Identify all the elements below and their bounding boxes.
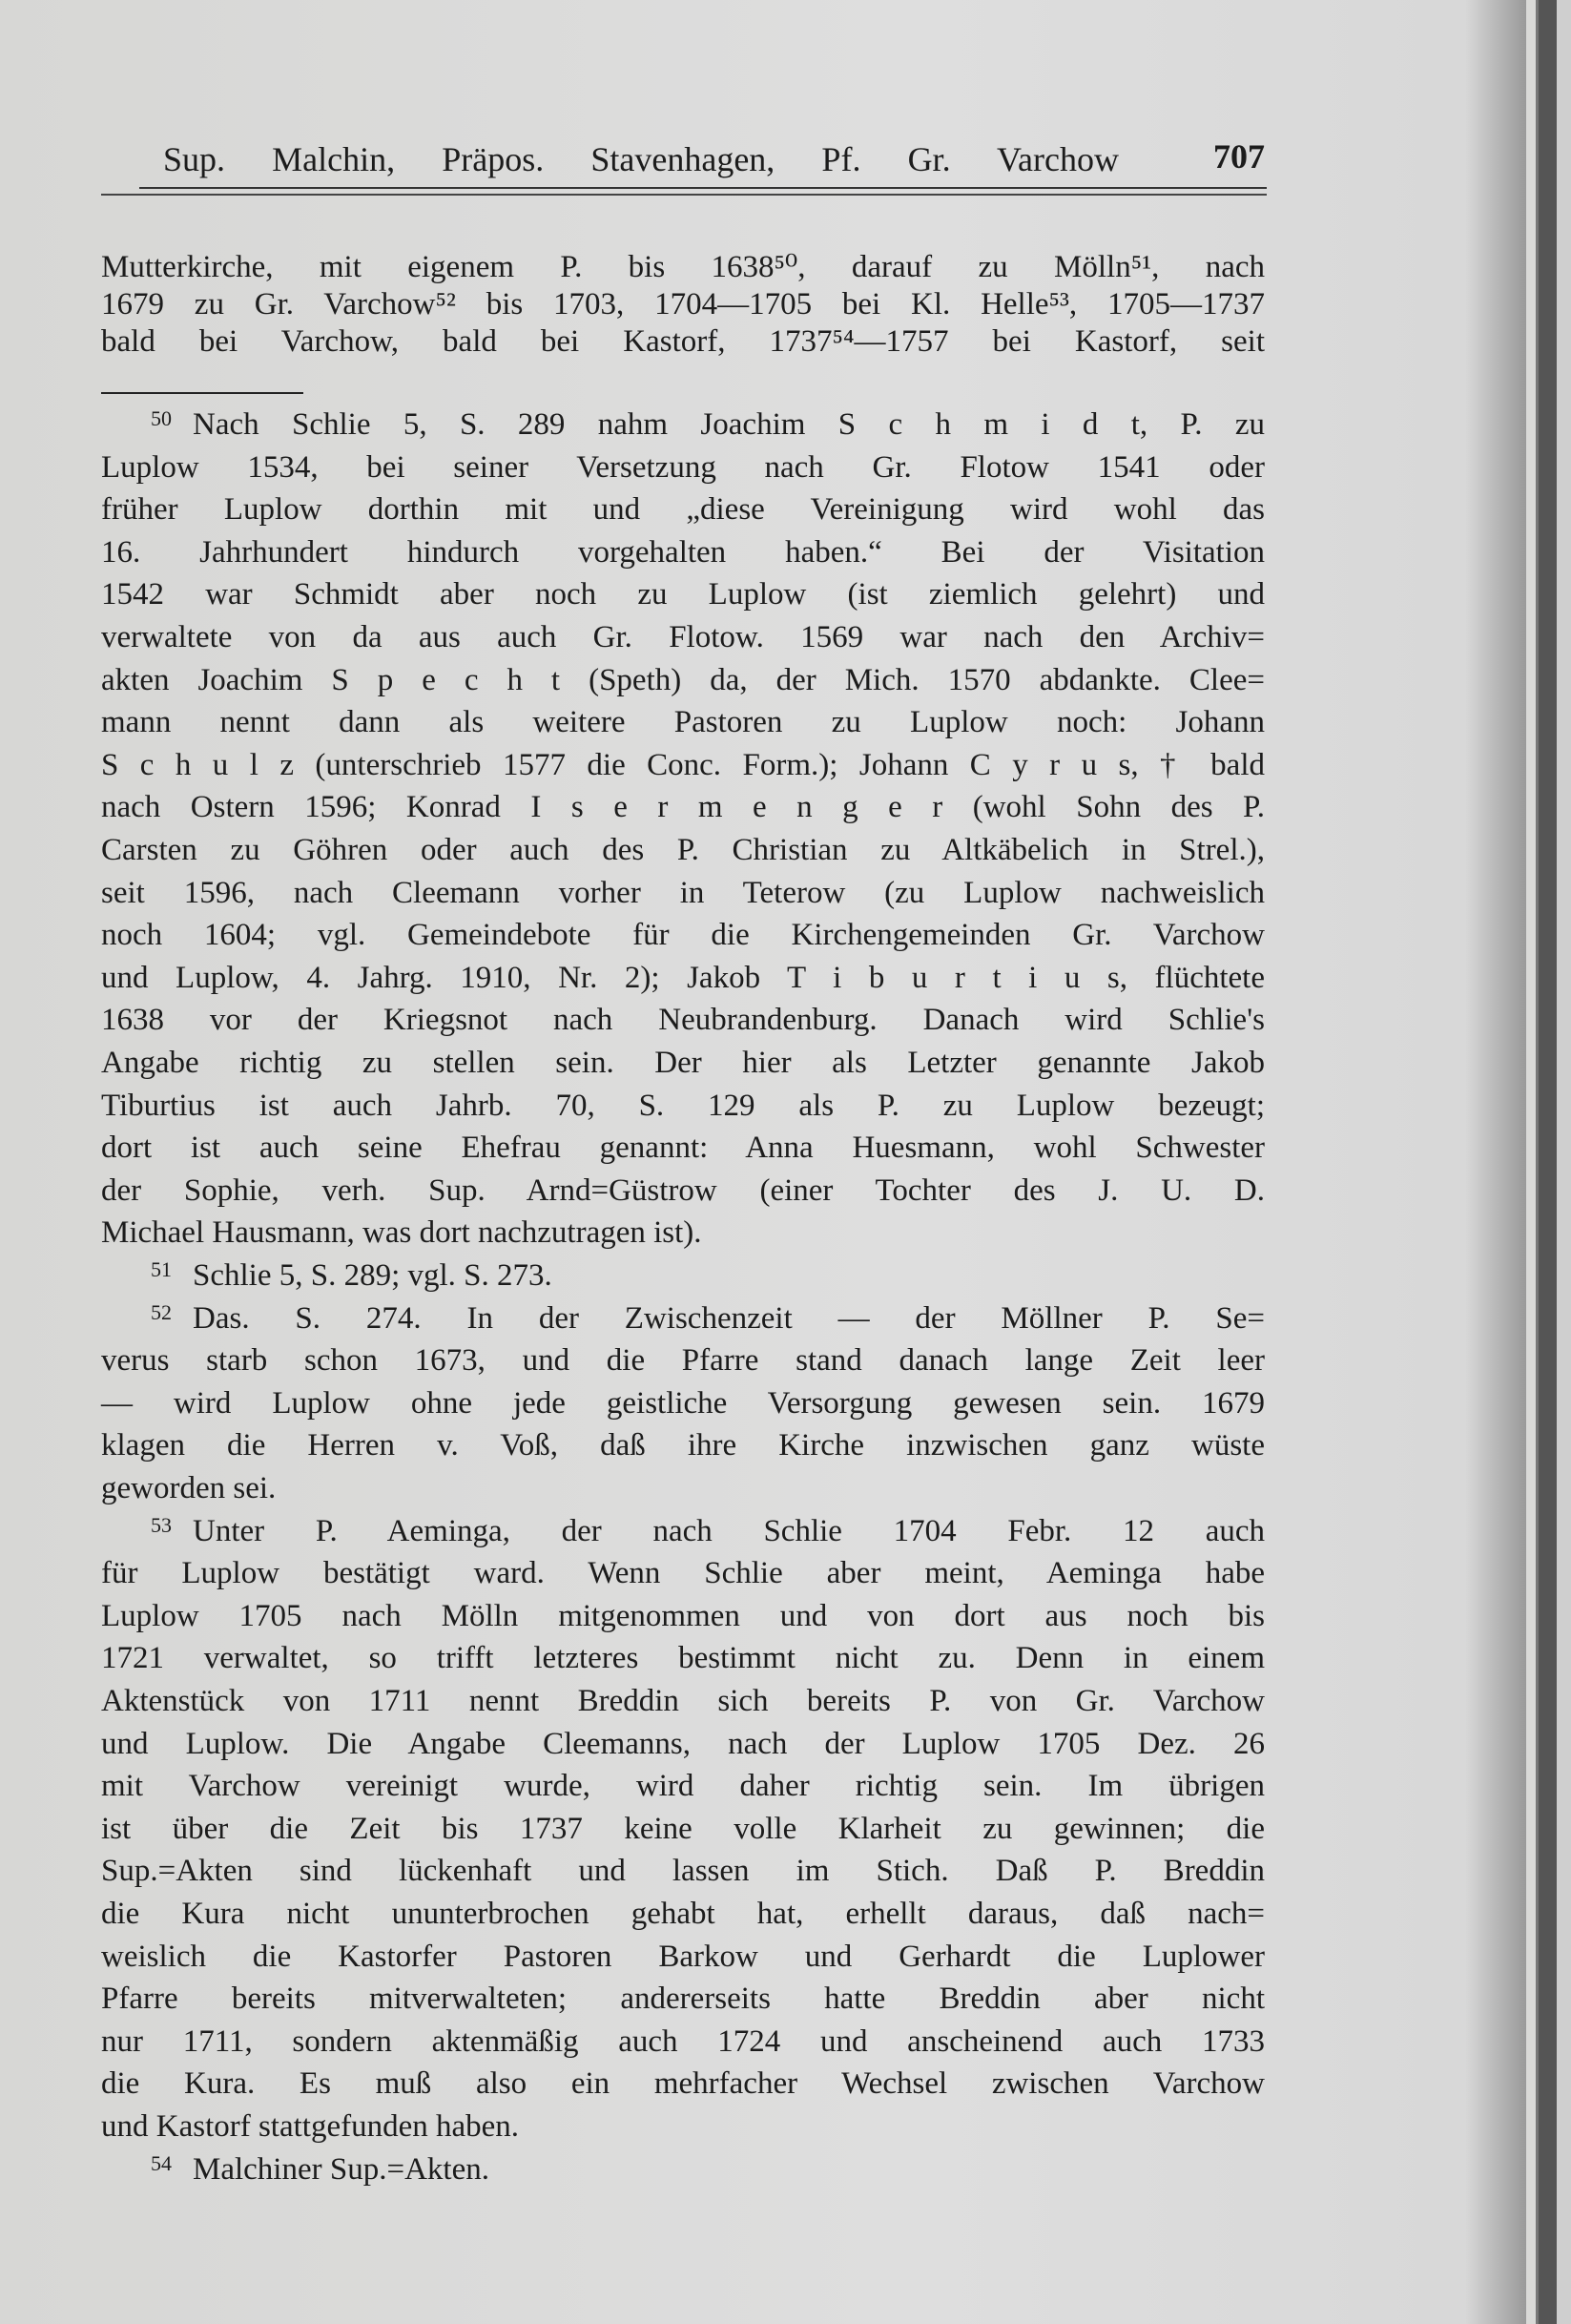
footnote-line: nur 1711, sondern aktenmäßig auch 1724 und anscheinend auch 1733: [101, 2023, 1265, 2059]
footnote-line: Luplow 1534, bei seiner Versetzung nach Gr. Flotow 1541 oder: [101, 449, 1265, 485]
footnote-line: Sup.=Akten sind lückenhaft und lassen im Stich. Daß P. Breddin: [101, 1854, 1265, 1889]
body-line: 1679 zu Gr. Varchow⁵² bis 1703, 1704—1705 bei Kl. Helle⁵³, 1705—1737: [101, 287, 1265, 322]
footnote-line: Tiburtius ist auch Jahrb. 70, S. 129 als P. zu Luplow bezeugt;: [101, 1088, 1265, 1123]
footnote-line: verus starb schon 1673, und die Pfarre stand danach lange Zeit leer: [101, 1343, 1265, 1379]
footnote-number: 54: [151, 2150, 172, 2175]
footnote-line: mit Varchow vereinigt wurde, wird daher richtig sein. Im übrigen: [101, 1769, 1265, 1804]
footnote-line: Nach Schlie 5, S. 289 nahm Joachim S c h m i d t, P. zu: [193, 407, 1265, 442]
footnote-line: noch 1604; vgl. Gemeindebote für die Kirchengemeinden Gr. Varchow: [101, 918, 1265, 953]
footnote-line: 1542 war Schmidt aber noch zu Luplow (ist ziemlich gelehrt) und: [101, 577, 1265, 612]
footnote-line: und Luplow, 4. Jahrg. 1910, Nr. 2); Jakob T i b u r t i u s, flüchtete: [101, 960, 1265, 995]
body-line: Mutterkirche, mit eigenem P. bis 1638⁵⁰, darauf zu Mölln⁵¹, nach: [101, 250, 1265, 284]
page-edge: [1557, 0, 1571, 2324]
footnote-number: 50: [151, 406, 172, 430]
footnote-line: ist über die Zeit bis 1737 keine volle Klarheit zu gewinnen; die: [101, 1811, 1265, 1846]
footnote-line: die Kura nicht ununterbrochen gehabt hat, erhellt daraus, daß nach=: [101, 1897, 1265, 1931]
footnote-line: geworden sei.: [101, 1471, 277, 1505]
body-line: bald bei Varchow, bald bei Kastorf, 1737⁵⁴—1757 bei Kastorf, seit: [101, 324, 1265, 359]
footnote-line: Carsten zu Göhren oder auch des P. Christian zu Altkäbelich in Strel.),: [101, 833, 1265, 867]
footnote-line: klagen die Herren v. Voß, daß ihre Kirche inzwischen ganz wüste: [101, 1428, 1265, 1463]
footnote-line: Luplow 1705 nach Mölln mitgenommen und von dort aus noch bis: [101, 1598, 1265, 1633]
footnote-line: — wird Luplow ohne jede geistliche Versorgung gewesen sein. 1679: [101, 1385, 1265, 1421]
footnote-line: weislich die Kastorfer Pastoren Barkow und Gerhardt die Luplower: [101, 1939, 1265, 1974]
footnote-line: und Kastorf stattgefunden haben.: [101, 2109, 520, 2144]
footnote-number: 53: [151, 1512, 172, 1537]
footnote-line: Das. S. 274. In der Zwischenzeit — der Möllner P. Se=: [193, 1300, 1265, 1336]
footnote-line: akten Joachim S p e c h t (Speth) da, der Mich. 1570 abdankte. Clee=: [101, 662, 1265, 697]
footnote-line: 1638 vor der Kriegsnot nach Neubrandenburg. Danach wird Schlie's: [101, 1003, 1265, 1038]
running-header: Sup. Malchin, Präpos. Stavenhagen, Pf. Gr. Varchow: [163, 140, 1119, 178]
footnote-line: Pfarre bereits mitverwalteten; andererseits hatte Breddin aber nicht: [101, 1982, 1265, 2017]
footnote-line: Schlie 5, S. 289; vgl. S. 273.: [193, 1258, 552, 1293]
page-number: 707: [1213, 137, 1265, 176]
footnote-line: früher Luplow dorthin mit und „diese Vereinigung wird wohl das: [101, 492, 1265, 528]
footnote-line: die Kura. Es muß also ein mehrfacher Wechsel zwischen Varchow: [101, 2066, 1265, 2102]
footnote-line: Michael Hausmann, was dort nachzutragen ist).: [101, 1215, 702, 1251]
header-rule-lower: [101, 194, 1267, 196]
footnote-number: 51: [151, 1257, 172, 1281]
footnote-line: 16. Jahrhundert hindurch vorgehalten haben.“ Bei der Visitation: [101, 534, 1265, 570]
footnote-line: der Sophie, verh. Sup. Arnd=Güstrow (einer Tochter des J. U. D.: [101, 1172, 1265, 1208]
footnote-line: verwaltete von da aus auch Gr. Flotow. 1569 war nach den Archiv=: [101, 620, 1265, 654]
footnote-number: 52: [151, 1299, 172, 1324]
footnote-line: und Luplow. Die Angabe Cleemanns, nach der Luplow 1705 Dez. 26: [101, 1726, 1265, 1761]
footnote-line: Angabe richtig zu stellen sein. Der hier als Letzter genannte Jakob: [101, 1046, 1265, 1080]
footnote-line: Malchiner Sup.=Akten.: [193, 2151, 489, 2187]
footnote-separator: [101, 392, 303, 394]
footnote-line: Aktenstück von 1711 nennt Breddin sich bereits P. von Gr. Varchow: [101, 1684, 1265, 1718]
footnote-line: Unter P. Aeminga, der nach Schlie 1704 Febr. 12 auch: [193, 1513, 1265, 1548]
footnote-line: seit 1596, nach Cleemann vorher in Teterow (zu Luplow nachweislich: [101, 875, 1265, 910]
footnote-line: für Luplow bestätigt ward. Wenn Schlie aber meint, Aeminga habe: [101, 1556, 1265, 1591]
footnote-line: nach Ostern 1596; Konrad I s e r m e n g e r (wohl Sohn des P.: [101, 790, 1265, 825]
footnote-line: mann nennt dann als weitere Pastoren zu Luplow noch: Johann: [101, 705, 1265, 740]
footnote-line: dort ist auch seine Ehefrau genannt: Anna Huesmann, wohl Schwester: [101, 1131, 1265, 1166]
footnote-line: S c h u l z (unterschrieb 1577 die Conc. Form.); Johann C y r u s, † bald: [101, 747, 1265, 782]
footnote-line: 1721 verwaltet, so trifft letzteres bestimmt nicht zu. Denn in einem: [101, 1641, 1265, 1676]
header-rule: [139, 187, 1267, 189]
